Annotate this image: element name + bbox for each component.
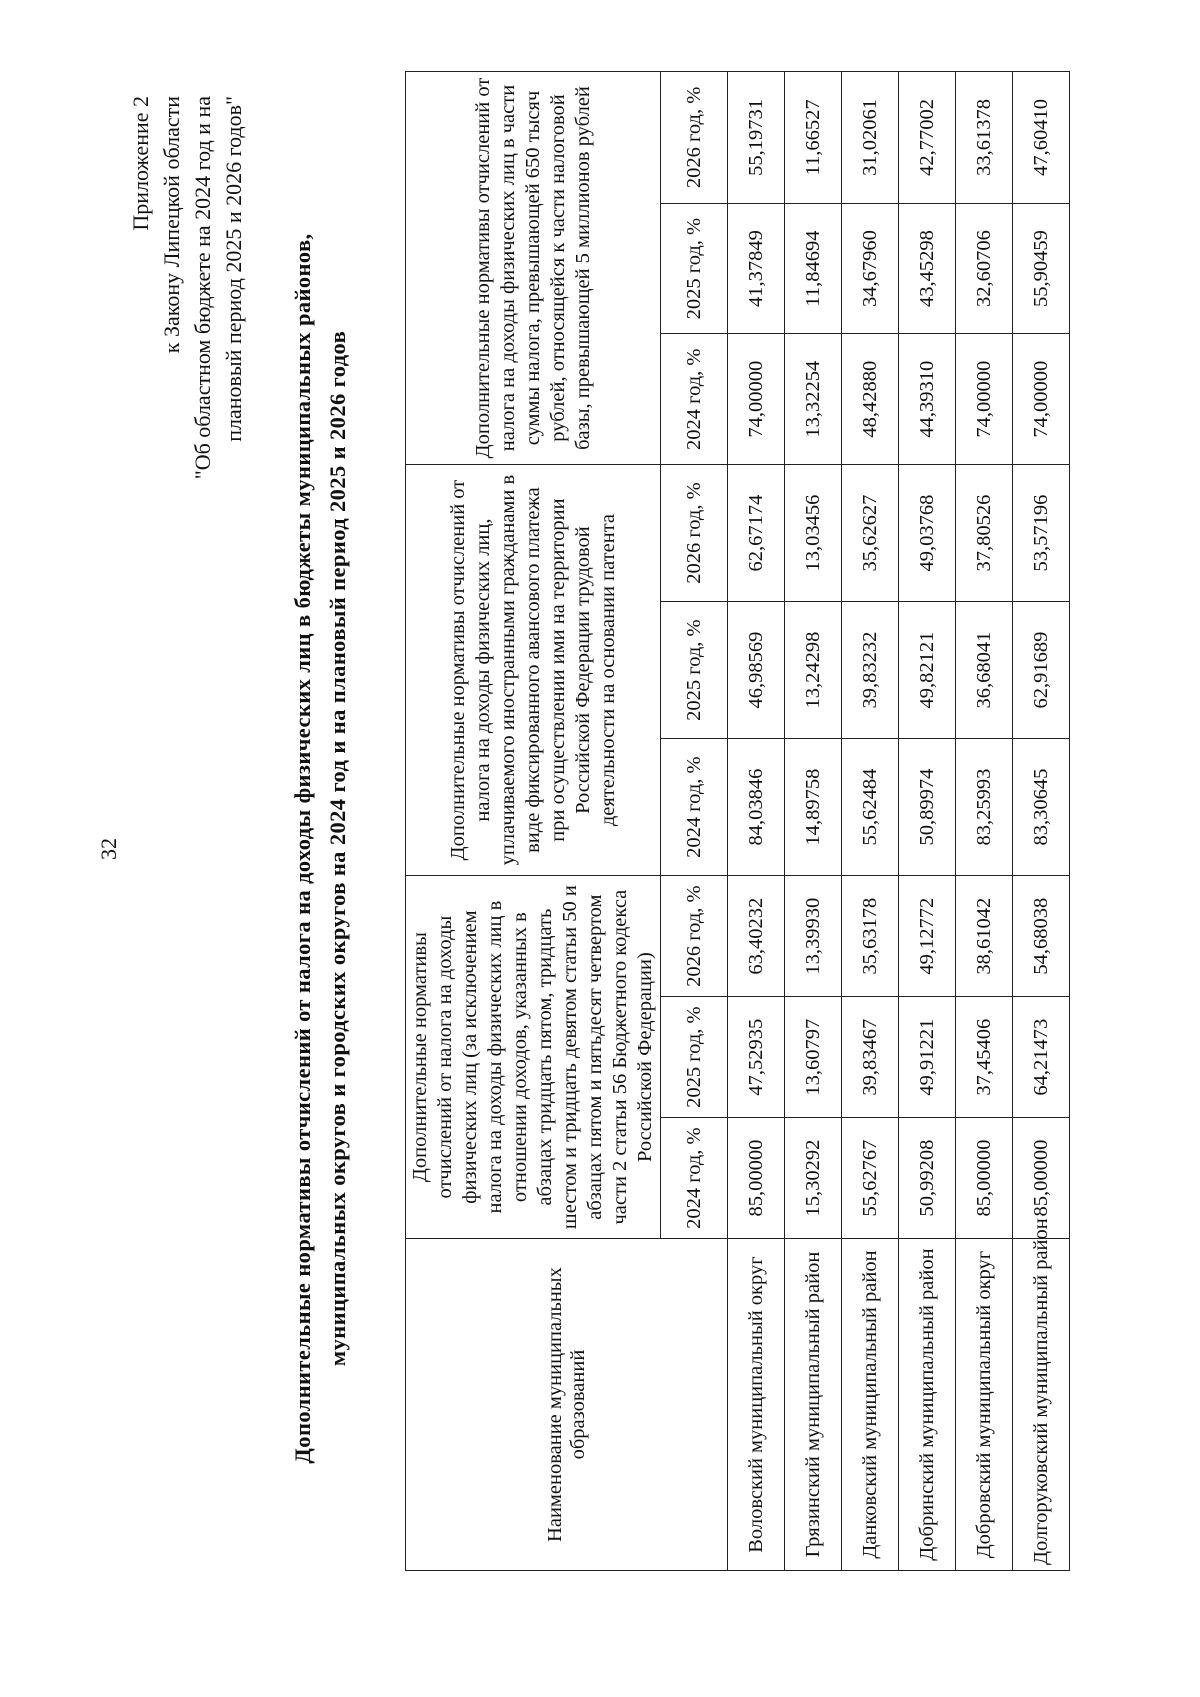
year-header: 2026 год, % (661, 465, 728, 602)
table-cell: 15,30292 (785, 1118, 842, 1239)
year-header: 2025 год, % (661, 997, 728, 1118)
table-cell: 11,66527 (785, 72, 842, 204)
table-row (956, 72, 1013, 1571)
table-cell: 53,57196 (1013, 465, 1070, 602)
table-cell: 63,40232 (728, 876, 785, 997)
table-cell: 83,25993 (956, 739, 1013, 876)
table-cell: 62,67174 (728, 465, 785, 602)
table-cell: 55,90459 (1013, 203, 1070, 334)
table-cell: 34,67960 (842, 203, 899, 334)
table-cell: 85,00000 (1013, 1118, 1070, 1239)
table-cell: 62,91689 (1013, 602, 1070, 739)
table-cell: 13,60797 (785, 997, 842, 1118)
table-row (899, 72, 956, 1571)
municipality-name: Долгоруковский муниципальный район (1013, 1239, 1070, 1571)
table-cell: 42,77002 (899, 72, 956, 204)
table-cell: 14,89758 (785, 739, 842, 876)
municipality-name: Воловский муниципальный округ (728, 1239, 785, 1571)
table-cell: 41,37849 (728, 203, 785, 334)
year-header: 2026 год, % (661, 876, 728, 997)
table-cell: 84,03846 (728, 739, 785, 876)
table-cell: 39,83232 (842, 602, 899, 739)
table-cell: 48,42880 (842, 334, 899, 465)
table-cell: 38,61042 (956, 876, 1013, 997)
table-cell: 46,98569 (728, 602, 785, 739)
title-line-1: Дополнительные нормативы отчислений от налога на доходы физических лиц в бюджеты муниципальных районов, (290, 233, 315, 1464)
appendix-note (125, 96, 249, 616)
table-cell: 44,39310 (899, 334, 956, 465)
year-header: 2024 год, % (661, 739, 728, 876)
table-cell: 74,00000 (1013, 334, 1070, 465)
year-header: 2024 год, % (661, 1118, 728, 1239)
table-cell: 55,62767 (842, 1118, 899, 1239)
municipality-name: Данковский муниципальный район (842, 1239, 899, 1571)
table-cell: 13,32254 (785, 334, 842, 465)
table-cell: 32,60706 (956, 203, 1013, 334)
table-cell: 35,63178 (842, 876, 899, 997)
table-cell: 49,82121 (899, 602, 956, 739)
table-cell: 33,61378 (956, 72, 1013, 204)
table-cell: 37,80526 (956, 465, 1013, 602)
page-number: 32 (96, 838, 121, 860)
group-header-ndfl-over-650k: Дополнительные нормативы отчислений от налога на доходы физических лиц в части суммы налога, превышающей 650 тысяч рублей, относящейся к части налоговой базы, превышающей 5 миллионов рублей (406, 72, 661, 465)
municipality-name: Добринский муниципальный район (899, 1239, 956, 1571)
group-header-ndfl-general: Дополнительные нормативы отчислений от налога на доходы физических лиц (за исключением налога на доходы физических лиц в отношении доходов, указанных в абзацах тридцать пятом, тридцать шестом и тридцать девятом статьи 50 и абзацах пятом и пятьдесят четвертом части 2 статьи 56 Бюджетного кодекса Российской Федерации) (406, 876, 661, 1239)
table-cell: 64,21473 (1013, 997, 1070, 1118)
appendix-line: "Об областном бюджете на 2024 год и на (190, 96, 215, 480)
appendix-line: плановый период 2025 и 2026 годов" (221, 96, 246, 442)
year-header: 2024 год, % (661, 334, 728, 465)
table-cell: 85,00000 (728, 1118, 785, 1239)
municipality-name-header: Наименование муниципальных образований (406, 1239, 728, 1571)
table-cell: 74,00000 (728, 334, 785, 465)
table-cell: 50,89974 (899, 739, 956, 876)
group-header-ndfl-patent: Дополнительные нормативы отчислений от налога на доходы физических лиц, уплачиваемого иностранными гражданами в виде фиксированного авансового платежа при осуществлении ими на территории Российской Федерации трудовой деятельности на основании патента (406, 465, 661, 876)
table-cell: 49,03768 (899, 465, 956, 602)
table-cell: 54,68038 (1013, 876, 1070, 997)
table-cell: 83,30645 (1013, 739, 1070, 876)
group-header-row (406, 72, 661, 1571)
table-cell: 11,84694 (785, 203, 842, 334)
table-cell: 37,45406 (956, 997, 1013, 1118)
table-cell: 55,62484 (842, 739, 899, 876)
table-row (842, 72, 899, 1571)
norms-table (405, 71, 1070, 1571)
table-cell: 55,19731 (728, 72, 785, 204)
table-cell: 39,83467 (842, 997, 899, 1118)
table-cell: 36,68041 (956, 602, 1013, 739)
table-row (728, 72, 785, 1571)
table-cell: 47,60410 (1013, 72, 1070, 204)
year-header: 2025 год, % (661, 602, 728, 739)
year-header: 2026 год, % (661, 72, 728, 204)
table-cell: 50,99208 (899, 1118, 956, 1239)
title-line-2: муниципальных округов и городских округов на 2024 год и на плановый период 2025 и 2026 годов (325, 330, 350, 1367)
table-cell: 35,62627 (842, 465, 899, 602)
table-cell: 13,39930 (785, 876, 842, 997)
table-cell: 13,03456 (785, 465, 842, 602)
municipality-name: Грязинский муниципальный район (785, 1239, 842, 1571)
table-cell: 31,02061 (842, 72, 899, 204)
document-title (285, 105, 355, 1592)
table-cell: 74,00000 (956, 334, 1013, 465)
table-cell: 47,52935 (728, 997, 785, 1118)
table-row (785, 72, 842, 1571)
year-header: 2025 год, % (661, 203, 728, 334)
table-row (1013, 72, 1070, 1571)
municipality-name: Добровский муниципальный округ (956, 1239, 1013, 1571)
table-cell: 49,91221 (899, 997, 956, 1118)
table-cell: 49,12772 (899, 876, 956, 997)
table-cell: 85,00000 (956, 1118, 1013, 1239)
appendix-line: Приложение 2 (128, 96, 153, 231)
table-cell: 43,45298 (899, 203, 956, 334)
appendix-line: к Закону Липецкой области (159, 96, 184, 354)
table-cell: 13,24298 (785, 602, 842, 739)
